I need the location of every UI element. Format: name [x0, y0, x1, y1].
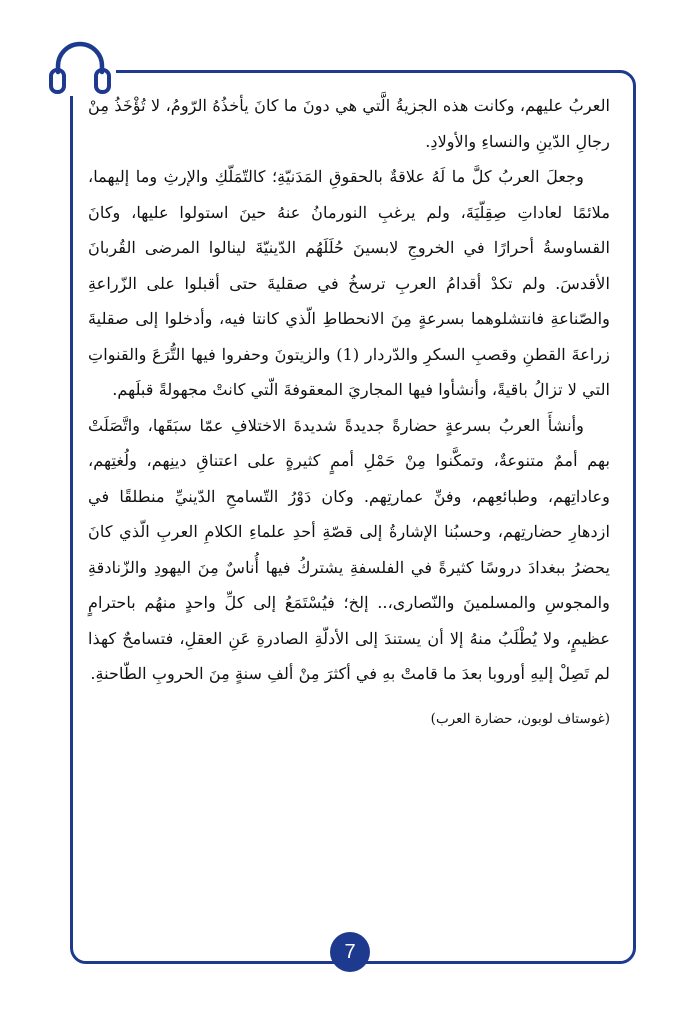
paragraph-1: العربُ عليهم، وكانت هذه الجزيةُ الَّتي هي دونَ ما كانَ يأخذُهُ الرّومُ، لا تُؤْخَذُ مِنْ رجالِ الدّينِ والنساءِ والأولادِ.	[88, 96, 610, 151]
page-content	[88, 88, 610, 730]
paragraph-2: وجعلَ العربُ كلَّ ما لَهُ علاقةٌ بالحقوقِ المَدَنيّةِ؛ كالتّمَلّكِ والإرثِ وما إليهما، ملائمًا لعاداتِ صِقِلّيَةَ، ولم يرغبِ النورمانُ عنهُ حينَ استولوا عليها، وكانَ القساوسةُ أحرارًا في الخروجِ لابسينَ حُلَلَهُم الدّينيّةَ لينالوا المرضى القُربانَ الأقدسَ. ولم تكدْ أقدامُ العربِ ترسخُ في صقليةَ حتى أقبلوا على الزّراعةِ والصّناعةِ فانتشلوهما بسرعةٍ مِنَ الانحطاطِ الّذي كانتا فيه، وأدخلوا إلى صقليةَ زراعةَ القطنِ وقصبِ السكرِ والدّردار (1) والزيتونَ وحفروا فيها التُّرَعَ والقنواتِ التي لا تزالُ باقيةً، وأنشأوا فيها المجاريَ المعقوفةَ الّتي كانتْ مجهولةً قبلَهم.	[88, 167, 610, 399]
page-number-badge: 7	[330, 932, 370, 972]
citation: (غوستاف لوبون، حضارة العرب)	[430, 710, 610, 727]
paragraph-3: وأنشأَ العربُ بسرعةٍ حضارةً جديدةً شديدةَ الاختلافِ عمّا سبَقَها، واتَّصَلَتْ بهم أممٌ متنوعةٌ، وتمكَّنوا مِنْ حَمْلِ أممٍ كثيرةٍ على اعتناقِ دينِهم، ولُغتِهم، وعاداتِهم، وطبائعِهم، وفنِّ عمارتِهم. وكان دَوْرُ التّسامحِ الدّينيِّ منطلقًا في ازدهارِ حضارتِهم، وحسبُنا الإشارةُ إلى قصّةِ أحدِ علماءِ الكلامِ العربِ الّذي كانَ يحضرُ ببغدادَ دروسًا كثيرةً في الفلسفةِ يشتركُ فيها أُناسٌ مِنَ اليهودِ والزّنادقةِ والمجوسِ والمسلمينَ والنّصارى،.. إلخ؛ فيُسْتَمَعُ إلى كلِّ واحدٍ منهُم باحترامٍ عظيمٍ، ولا يُطْلَبُ منهُ إلا أن يستندَ إلى الأدلّةِ الصادرةِ عَنِ العقلِ، فتسامحٌ كهذا لم تَصِلْ إليهِ أوروبا بعدَ ما قامتْ بهِ في أكثرَ مِنْ ألفِ سنةٍ مِنَ الحروبِ الطّاحنةِ.	[88, 415, 610, 683]
